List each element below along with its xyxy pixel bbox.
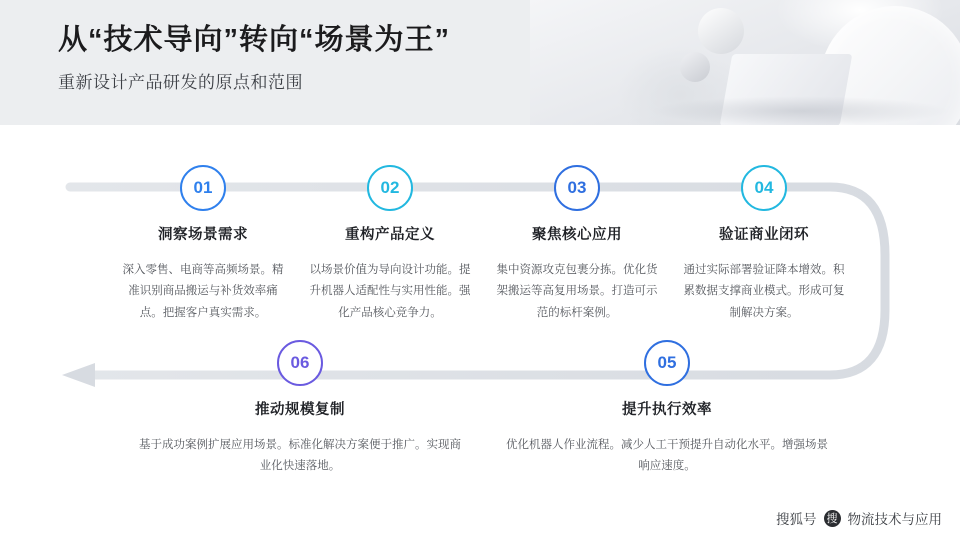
step-desc-06: 基于成功案例扩展应用场景。标准化解决方案便于推广。实现商业化快速落地。 bbox=[139, 439, 461, 473]
step-number-badge-02: 02 bbox=[367, 165, 413, 211]
header-decorative-photo bbox=[530, 0, 960, 125]
photo-sphere-large bbox=[698, 8, 744, 54]
step-title-05: 提升执行效率 bbox=[622, 402, 712, 418]
step-number-badge-01: 01 bbox=[180, 165, 226, 211]
step-desc-04: 通过实际部署验证降本增效。积累数据支撑商业模式。形成可复制解决方案。 bbox=[683, 264, 845, 319]
step-desc-01: 深入零售、电商等高频场景。精准识别商品搬运与补货效率痛点。把握客户真实需求。 bbox=[122, 264, 284, 319]
flow-step-06[interactable] bbox=[135, 340, 465, 478]
flow-step-01[interactable] bbox=[118, 165, 288, 324]
slide-header bbox=[0, 0, 960, 125]
step-number-badge-06: 06 bbox=[277, 340, 323, 386]
watermark bbox=[776, 508, 942, 528]
page-subtitle: 重新设计产品研发的原点和范围 bbox=[58, 73, 303, 93]
step-desc-05: 优化机器人作业流程。减少人工干预提升自动化水平。增强场景响应速度。 bbox=[506, 439, 828, 473]
sohu-logo-icon: 搜 bbox=[824, 510, 841, 527]
watermark-prefix: 搜狐号 bbox=[776, 512, 817, 527]
photo-sphere-small bbox=[680, 52, 710, 82]
step-title-06: 推动规模复制 bbox=[255, 402, 345, 418]
step-desc-02: 以场景价值为导向设计功能。提升机器人适配性与实用性能。强化产品核心竞争力。 bbox=[309, 264, 471, 319]
flow-step-03[interactable] bbox=[492, 165, 662, 324]
page-title: 从“技术导向”转向“场景为王” bbox=[58, 24, 451, 56]
flow-step-05[interactable] bbox=[502, 340, 832, 478]
photo-shadow bbox=[650, 96, 950, 125]
step-number-badge-04: 04 bbox=[741, 165, 787, 211]
step-number-badge-05: 05 bbox=[644, 340, 690, 386]
flow-step-02[interactable] bbox=[305, 165, 475, 324]
step-title-02: 重构产品定义 bbox=[345, 227, 435, 243]
step-title-04: 验证商业闭环 bbox=[719, 227, 809, 243]
step-number-badge-03: 03 bbox=[554, 165, 600, 211]
watermark-account-name: 物流技术与应用 bbox=[847, 512, 942, 527]
step-title-03: 聚焦核心应用 bbox=[532, 227, 622, 243]
step-desc-03: 集中资源攻克包裹分拣。优化货架搬运等高复用场景。打造可示范的标杆案例。 bbox=[496, 264, 658, 319]
flow-step-04[interactable] bbox=[679, 165, 849, 324]
slide-body bbox=[0, 125, 960, 540]
title-block bbox=[58, 22, 450, 93]
step-title-01: 洞察场景需求 bbox=[158, 227, 248, 243]
